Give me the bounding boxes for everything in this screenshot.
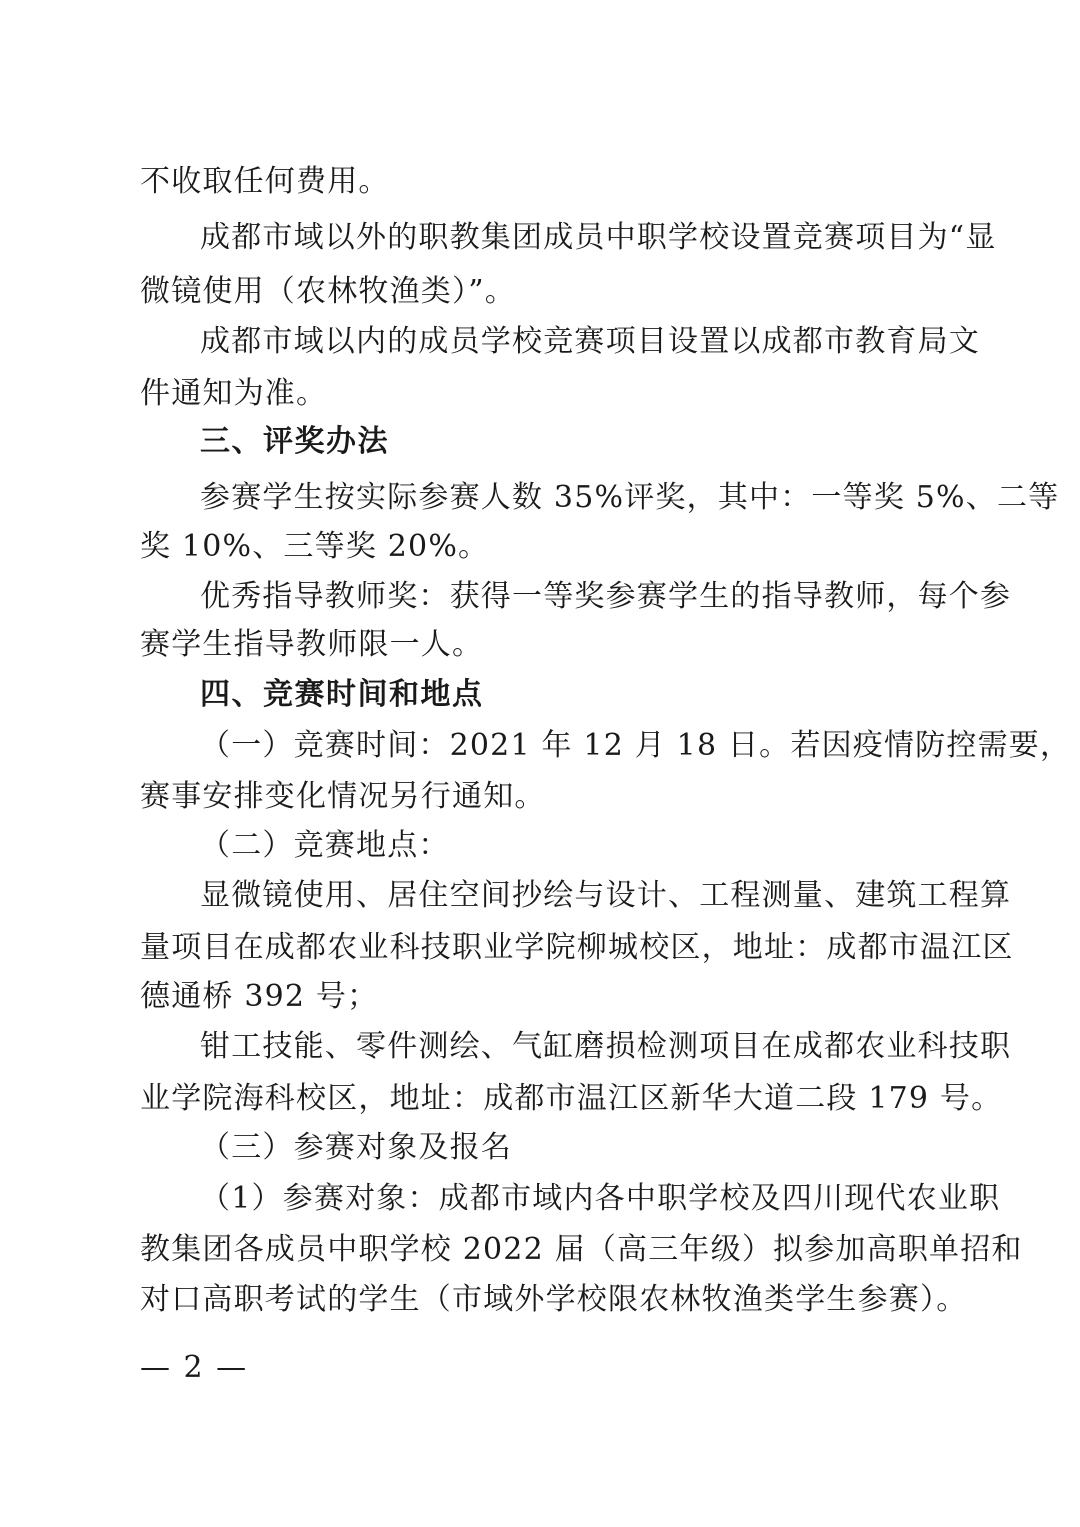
section-heading-time-place: 四、竞赛时间和地点 bbox=[200, 677, 484, 712]
text-line: 显微镜使用、居住空间抄绘与设计、工程测量、建筑工程算 bbox=[200, 878, 1012, 913]
text-line: （一）竞赛时间：2021 年 12 月 18 日。若因疫情防控需要， bbox=[200, 728, 1072, 763]
text-line: （二）竞赛地点： bbox=[200, 828, 450, 863]
text-line: 对口高职考试的学生（市域外学校限农林牧渔类学生参赛）。 bbox=[140, 1282, 968, 1317]
text-line: 教集团各成员中职学校 2022 届（高三年级）拟参加高职单招和 bbox=[140, 1232, 1023, 1267]
text-line: 微镜使用（农林牧渔类）”。 bbox=[140, 274, 516, 309]
text-line: 赛事安排变化情况另行通知。 bbox=[140, 779, 546, 814]
section-heading-awards: 三、评奖办法 bbox=[200, 424, 389, 459]
text-line: （1）参赛对象：成都市域内各中职学校及四川现代农业职 bbox=[200, 1181, 1001, 1216]
text-line: 参赛学生按实际参赛人数 35%评奖，其中：一等奖 5%、二等 bbox=[200, 480, 1060, 515]
text-line: 钳工技能、零件测绘、气缸磨损检测项目在成都农业科技职 bbox=[200, 1029, 1012, 1064]
page-number: — 2 — bbox=[140, 1350, 249, 1385]
text-line: 业学院海科校区，地址：成都市温江区新华大道二段 179 号。 bbox=[140, 1081, 1003, 1116]
text-line: 优秀指导教师奖：获得一等奖参赛学生的指导教师，每个参 bbox=[200, 579, 1012, 614]
text-line: 德通桥 392 号； bbox=[140, 979, 379, 1014]
text-line: 成都市域以外的职教集团成员中职学校设置竞赛项目为“显 bbox=[200, 220, 997, 255]
text-line: 成都市域以内的成员学校竞赛项目设置以成都市教育局文 bbox=[200, 324, 980, 359]
text-line: （三）参赛对象及报名 bbox=[200, 1130, 512, 1165]
text-line: 件通知为准。 bbox=[140, 376, 328, 411]
text-line: 赛学生指导教师限一人。 bbox=[140, 627, 484, 662]
text-line: 奖 10%、三等奖 20%。 bbox=[140, 529, 490, 564]
text-line: 不收取任何费用。 bbox=[140, 164, 390, 199]
text-line: 量项目在成都农业科技职业学院柳城校区，地址：成都市温江区 bbox=[140, 930, 1014, 965]
